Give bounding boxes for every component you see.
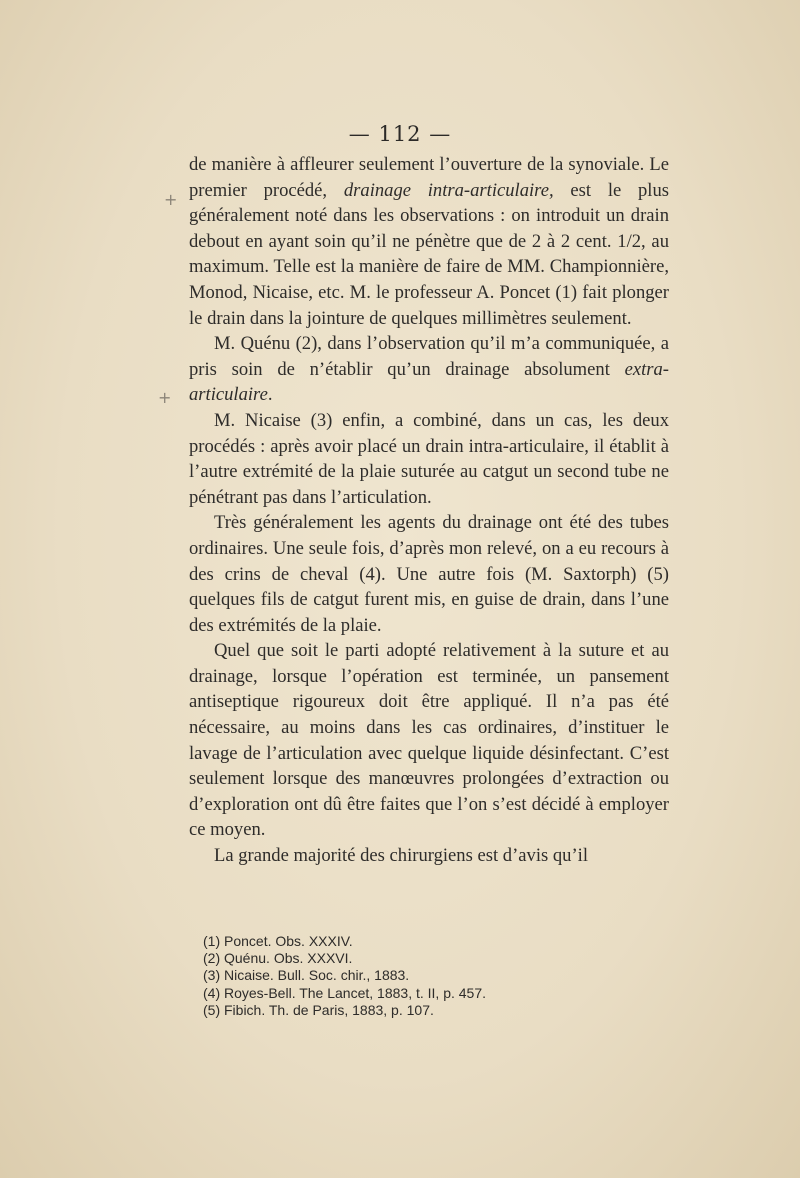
paragraph-text: de manière à affleurer seulement l’ouverture de la synoviale. Le premier procédé, [189, 154, 669, 201]
footnote: (4) Royes-Bell. The Lancet, 1883, t. II, p. 457. [203, 984, 487, 1001]
margin-mark: + [164, 190, 178, 209]
paragraph: Très généralement les agents du drainage ont été des tubes ordinaires. Une seule fois, d’après mon relevé, on a eu recours à des crins de cheval (4). Une autre fois (M. Saxtorph) (5) quelques fils de catgut furent mis, en guise de drain, dans l’une des extrémités de la plaie. [189, 512, 669, 636]
paragraph [189, 152, 669, 331]
body-text [189, 152, 669, 869]
paragraph-text: . [267, 384, 273, 406]
paragraph: M. Nicaise (3) enfin, a combiné, dans un cas, les deux procédés : après avoir placé un drain intra-articulaire, il établit à l’autre extrémité de la plaie suturée au catgut un second tube ne pénétrant pas dans l’articulation. [189, 409, 669, 508]
footnotes [203, 933, 663, 1019]
margin-mark: + [158, 388, 172, 407]
paragraph: La grande majorité des chirurgiens est d’avis qu’il [214, 845, 588, 867]
footnote: (5) Fibich. Th. de Paris, 1883, p. 107. [203, 1001, 434, 1018]
footnote: (1) Poncet. Obs. XXXIV. [203, 933, 353, 949]
page-number: — 112 — [348, 122, 452, 146]
italic-term: extra-articulaire [189, 358, 669, 406]
paragraph [189, 331, 669, 408]
footnote: (2) Quénu. Obs. XXXVI. [203, 950, 353, 967]
footnote: (3) Nicaise. Bull. Soc. chir., 1883. [203, 967, 410, 984]
paragraph-text: est le plus généralement noté dans les observations : on introduit un drain debout en ayant soin qu’il ne pénètre que de 2 à 2 cent. 1/2, au maximum. Telle est la manière de faire de MM. Championnière, Monod, Nicaise, etc. M. le professeur A. Poncet (1) fait plonger le drain dans la jointure de quelques millimètres seulement. [189, 179, 670, 329]
paragraph: Quel que soit le parti adopté relativement à la suture et au drainage, lorsque l’opération est terminée, un pansement antiseptique rigoureux doit être appliqué. Il n’a pas été nécessaire, au moins dans les cas ordinaires, d’instituer le lavage de l’articulation avec quelque liquide désinfectant. C’est seulement lorsque des manœuvres prolongées d’extraction ou d’exploration ont dû être faites que l’on s’est décidé à employer ce moyen. [189, 640, 669, 841]
paragraph-text: M. Quénu (2), dans l’observation qu’il m’a communiquée, a pris soin de n’établir qu’un drainage absolument [189, 333, 669, 380]
italic-term: drainage intra-articulaire, [343, 179, 554, 201]
